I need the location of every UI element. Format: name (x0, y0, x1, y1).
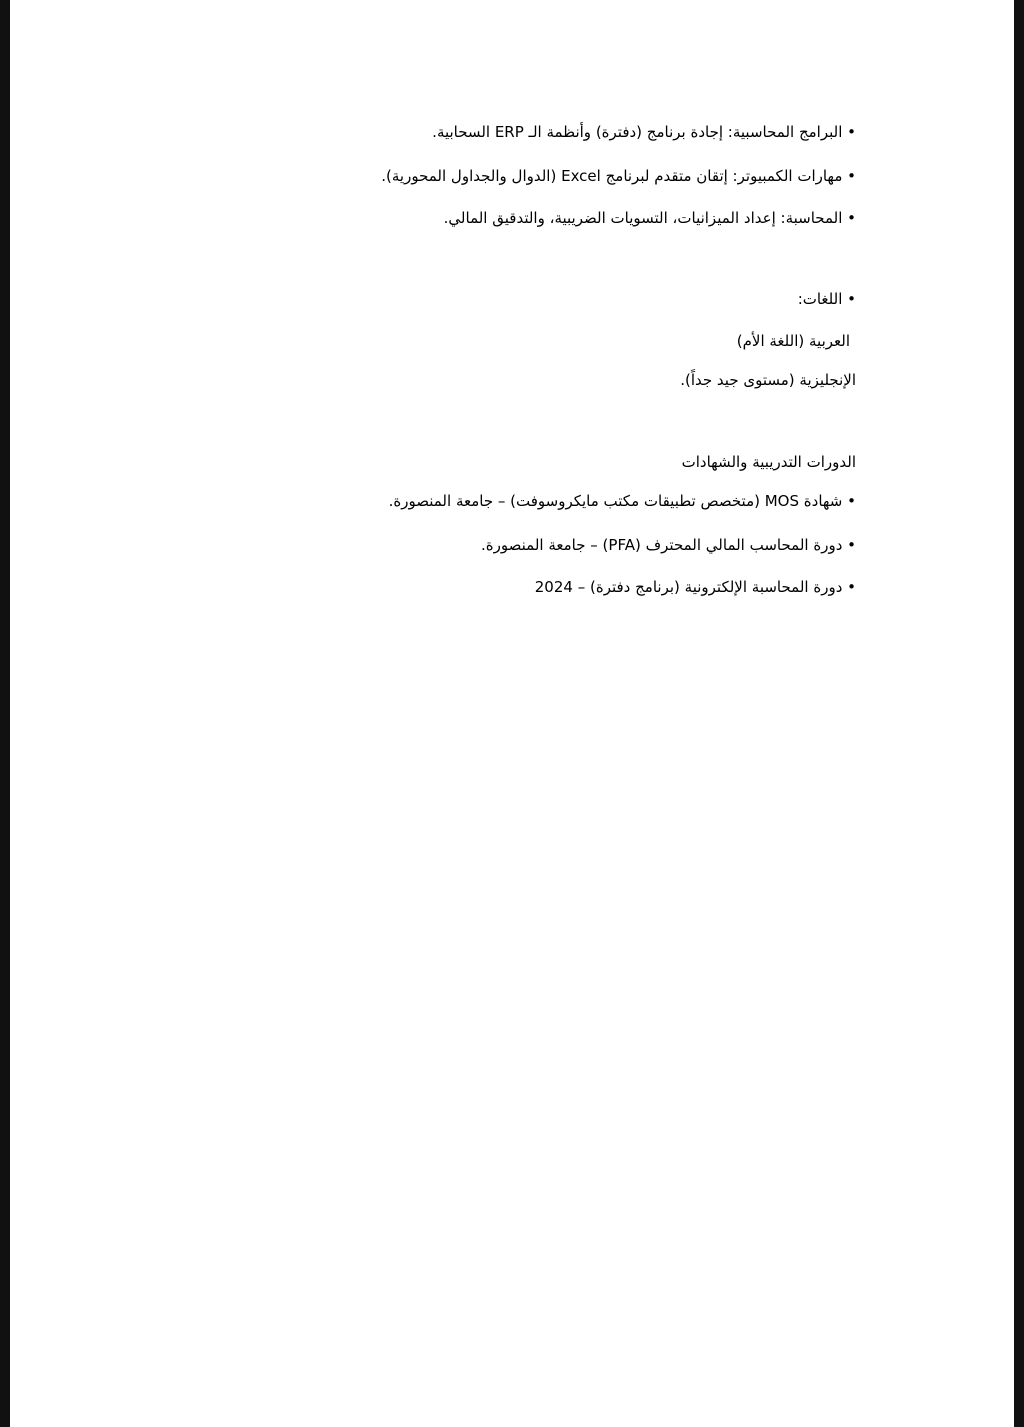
skill-computer: • مهارات الكمبيوتر: إتقان متقدم لبرنامج Excel (الدوال والجداول المحورية). (381, 167, 856, 185)
language-arabic: العربية (اللغة الأم) (736, 332, 850, 350)
course-mos: • شهادة MOS (متخصص تطبيقات مكتب مايكروسوفت) – جامعة المنصورة. (388, 492, 856, 510)
courses-heading: الدورات التدريبية والشهادات (681, 453, 856, 471)
course-pfa: • دورة المحاسب المالي المحترف (PFA) – جامعة المنصورة. (481, 536, 856, 554)
skill-accounting-software: • البرامج المحاسبية: إجادة برنامج (دفترة) وأنظمة الـ ERP السحابية. (432, 123, 856, 141)
course-daftra: • دورة المحاسبة الإلكترونية (برنامج دفترة) – 2024 (534, 578, 856, 596)
languages-heading: • اللغات: (797, 290, 856, 308)
language-english: الإنجليزية (مستوى جيد جداً). (680, 371, 856, 389)
skill-accounting: • المحاسبة: إعداد الميزانيات، التسويات الضريبية، والتدقيق المالي. (443, 209, 856, 227)
document-page (10, 0, 1014, 1427)
